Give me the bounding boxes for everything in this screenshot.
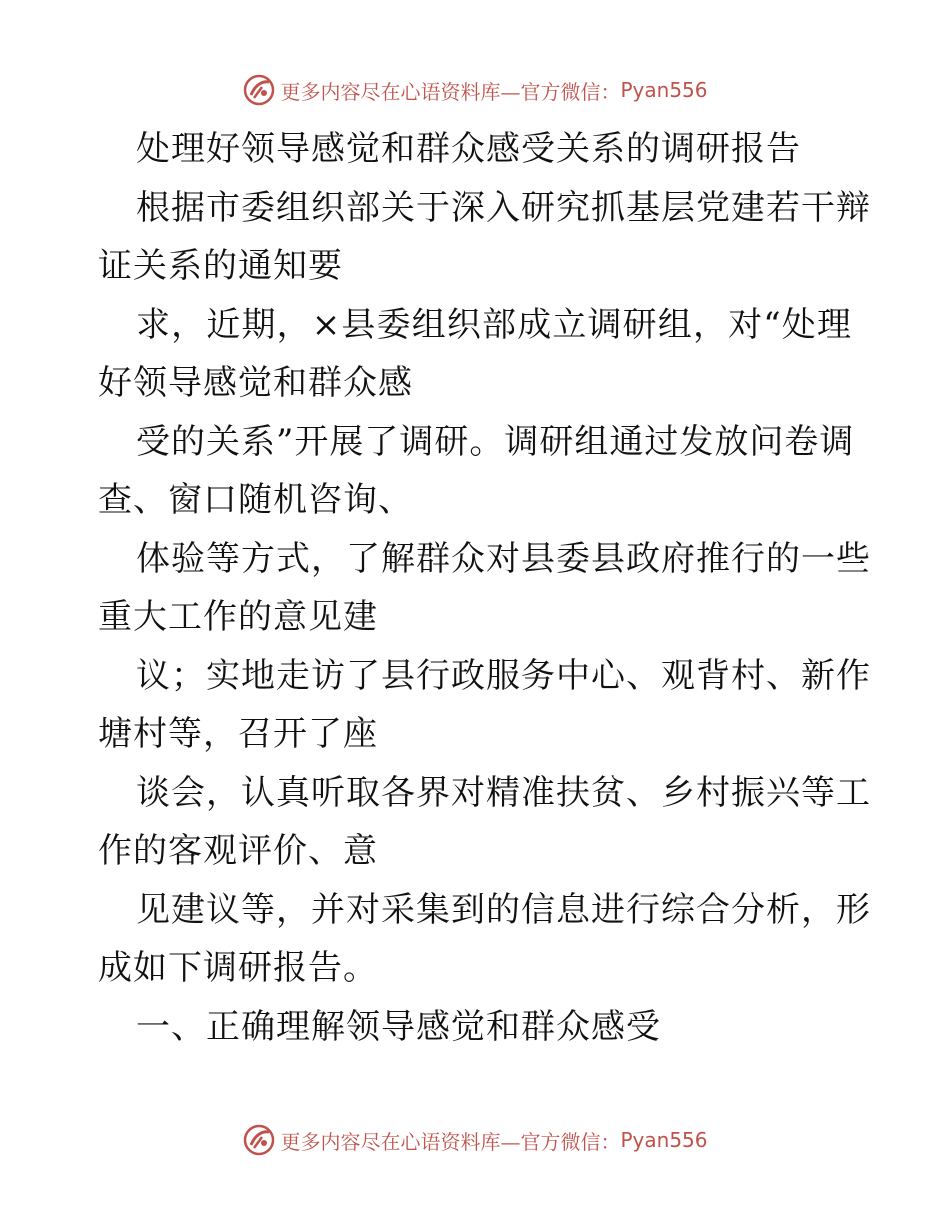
text-line: 求，近期，×县委组织部成立调研组，对“处理 (136, 304, 852, 345)
brand-logo-icon (242, 73, 276, 107)
text-line: 查、窗口随机咨询、 (98, 480, 413, 520)
text-line: 谈会，认真听取各界对精准扶贫、乡村振兴等工 (136, 772, 871, 813)
text-line: 作的客观评价、意 (98, 831, 378, 871)
watermark-id: Pyan556 (620, 1128, 708, 1152)
text-line: 受的关系”开展了调研。调研组通过发放问卷调 (136, 421, 855, 462)
document-body (98, 120, 871, 1056)
text-line: 塘村等，召开了座 (98, 714, 378, 754)
watermark-text: 更多内容尽在心语资料库—官方微信： (280, 79, 621, 104)
watermark-text: 更多内容尽在心语资料库—官方微信： (280, 1129, 621, 1154)
watermark-id: Pyan556 (620, 78, 708, 102)
text-line: 见建议等，并对采集到的信息进行综合分析，形 (136, 889, 871, 930)
text-line: 重大工作的意见建 (98, 597, 378, 637)
document-title: 处理好领导感觉和群众感受关系的调研报告 (136, 129, 801, 169)
text-line: 证关系的通知要 (98, 246, 343, 286)
header-watermark (0, 70, 950, 110)
text-line: 成如下调研报告。 (98, 948, 378, 988)
text-line: 议；实地走访了县行政服务中心、观背村、新作 (136, 655, 871, 696)
text-line: 好领导感觉和群众感 (98, 363, 413, 403)
text-line: 根据市委组织部关于深入研究抓基层党建若干辩 (136, 187, 871, 228)
brand-logo-icon (242, 1123, 276, 1157)
text-line: 体验等方式，了解群众对县委县政府推行的一些 (136, 538, 871, 579)
footer-watermark (0, 1120, 950, 1160)
section-heading: 一、正确理解领导感觉和群众感受 (136, 1006, 661, 1047)
